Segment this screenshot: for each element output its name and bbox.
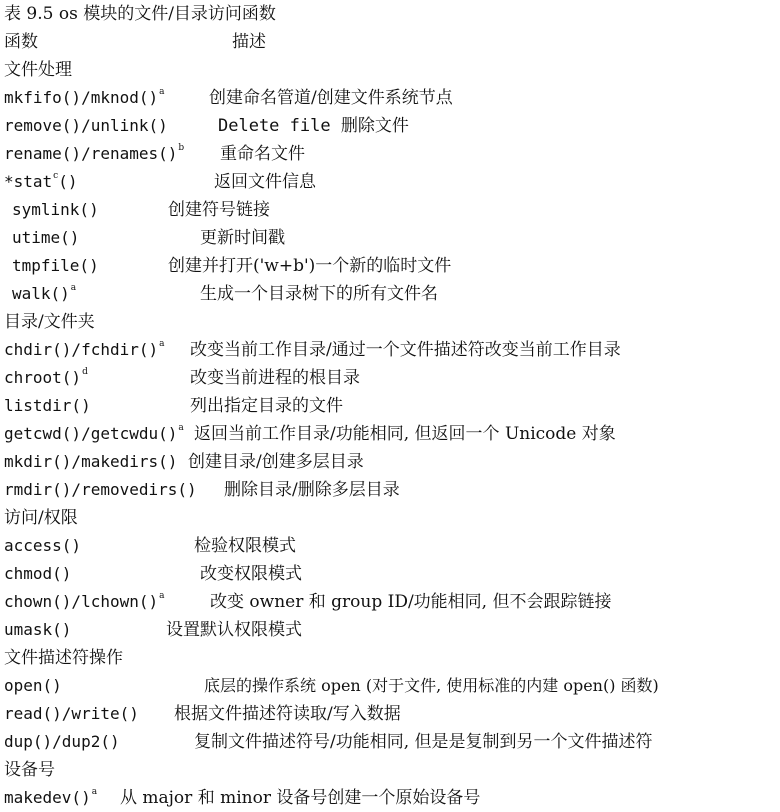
table-row bbox=[12, 196, 270, 224]
function-name: walk() bbox=[12, 284, 70, 303]
function-description: 改变 owner 和 group ID/功能相同, 但不会跟踪链接 bbox=[210, 592, 612, 612]
table-row bbox=[4, 616, 302, 644]
column-header-function: 函数 bbox=[4, 32, 38, 52]
table-row bbox=[12, 252, 452, 280]
table-row bbox=[12, 224, 285, 252]
function-name-suffix: () bbox=[58, 172, 78, 191]
function-description: 改变当前工作目录/通过一个文件描述符改变当前工作目录 bbox=[190, 340, 621, 360]
function-description: 生成一个目录树下的所有文件名 bbox=[200, 284, 438, 304]
section-heading-directory: 目录/文件夹 bbox=[4, 312, 95, 332]
function-description: 改变权限模式 bbox=[200, 564, 302, 584]
function-description: 重命名文件 bbox=[220, 144, 305, 164]
table-row bbox=[4, 588, 612, 616]
function-name: *stat bbox=[4, 172, 53, 191]
table-row bbox=[4, 560, 302, 588]
function-name: chdir()/fchdir() bbox=[4, 340, 159, 359]
function-name: read()/write() bbox=[4, 704, 139, 723]
table-row bbox=[4, 700, 401, 728]
table-row bbox=[4, 168, 316, 196]
function-name: makedev() bbox=[4, 788, 91, 807]
function-name: tmpfile() bbox=[12, 256, 99, 275]
function-description: 根据文件描述符读取/写入数据 bbox=[174, 704, 401, 724]
table-row bbox=[4, 448, 364, 476]
function-name: mkdir()/makedirs() bbox=[4, 452, 178, 471]
table-row bbox=[4, 112, 409, 140]
table-row bbox=[4, 336, 621, 364]
function-description: 返回当前工作目录/功能相同, 但返回一个 Unicode 对象 bbox=[194, 424, 616, 444]
function-name: utime() bbox=[12, 228, 80, 247]
function-description: 从 major 和 minor 设备号创建一个原始设备号 bbox=[120, 788, 481, 808]
footnote-marker: d bbox=[82, 367, 88, 377]
table-row bbox=[4, 140, 305, 168]
table-row bbox=[4, 672, 659, 700]
function-description: 创建命名管道/创建文件系统节点 bbox=[209, 88, 453, 108]
function-name: chown()/lchown() bbox=[4, 592, 159, 611]
table-row bbox=[4, 728, 653, 756]
table-row bbox=[4, 532, 296, 560]
table-row bbox=[4, 476, 400, 504]
function-description: 设置默认权限模式 bbox=[166, 620, 302, 640]
function-name: rename()/renames() bbox=[4, 144, 178, 163]
function-description: 删除目录/删除多层目录 bbox=[224, 480, 400, 500]
function-name: symlink() bbox=[12, 200, 99, 219]
function-name: access() bbox=[4, 536, 82, 555]
section-heading-device-number: 设备号 bbox=[4, 760, 55, 780]
footnote-marker: a bbox=[70, 283, 77, 293]
function-name: remove()/unlink() bbox=[4, 116, 168, 135]
table-row bbox=[4, 784, 481, 812]
table-row bbox=[4, 392, 343, 420]
function-name: dup()/dup2() bbox=[4, 732, 120, 751]
function-name: listdir() bbox=[4, 396, 91, 415]
table-row bbox=[12, 280, 438, 308]
footnote-marker: a bbox=[159, 339, 165, 349]
function-description: 列出指定目录的文件 bbox=[190, 396, 343, 416]
function-description: 改变当前进程的根目录 bbox=[190, 368, 360, 388]
table-row bbox=[4, 364, 360, 392]
function-description: 创建目录/创建多层目录 bbox=[188, 452, 364, 472]
footnote-marker: b bbox=[178, 143, 185, 153]
table-caption: 表 9.5 os 模块的文件/目录访问函数 bbox=[4, 4, 276, 24]
column-header-row bbox=[4, 28, 266, 56]
footnote-marker: a bbox=[178, 423, 184, 433]
function-name: umask() bbox=[4, 620, 72, 639]
function-name: mkfifo()/mknod() bbox=[4, 88, 159, 107]
function-name: getcwd()/getcwdu() bbox=[4, 424, 178, 443]
table-row bbox=[4, 420, 616, 448]
function-description: 更新时间戳 bbox=[200, 228, 285, 248]
function-description: 创建符号链接 bbox=[168, 200, 270, 220]
function-description: 复制文件描述符号/功能相同, 但是是复制到另一个文件描述符 bbox=[194, 732, 653, 752]
function-name: chmod() bbox=[4, 564, 72, 583]
footnote-marker: a bbox=[159, 87, 165, 97]
section-heading-access-permissions: 访问/权限 bbox=[4, 508, 78, 528]
table-row bbox=[4, 84, 453, 112]
section-heading-file-descriptor-ops: 文件描述符操作 bbox=[4, 648, 123, 668]
function-name: open() bbox=[4, 676, 62, 695]
function-description: Delete file 删除文件 bbox=[218, 116, 409, 136]
column-header-description: 描述 bbox=[232, 32, 266, 52]
function-description: 创建并打开('w+b')一个新的临时文件 bbox=[168, 256, 452, 276]
footnote-marker: a bbox=[91, 787, 98, 797]
function-description: 底层的操作系统 open (对于文件, 使用标准的内建 open() 函数) bbox=[204, 676, 659, 695]
footnote-marker: c bbox=[53, 171, 59, 181]
function-name: rmdir()/removedirs() bbox=[4, 480, 197, 499]
footnote-marker: a bbox=[159, 591, 165, 601]
section-heading-file-handling: 文件处理 bbox=[4, 60, 72, 80]
function-description: 返回文件信息 bbox=[214, 172, 316, 192]
function-name: chroot() bbox=[4, 368, 82, 387]
function-description: 检验权限模式 bbox=[194, 536, 296, 556]
